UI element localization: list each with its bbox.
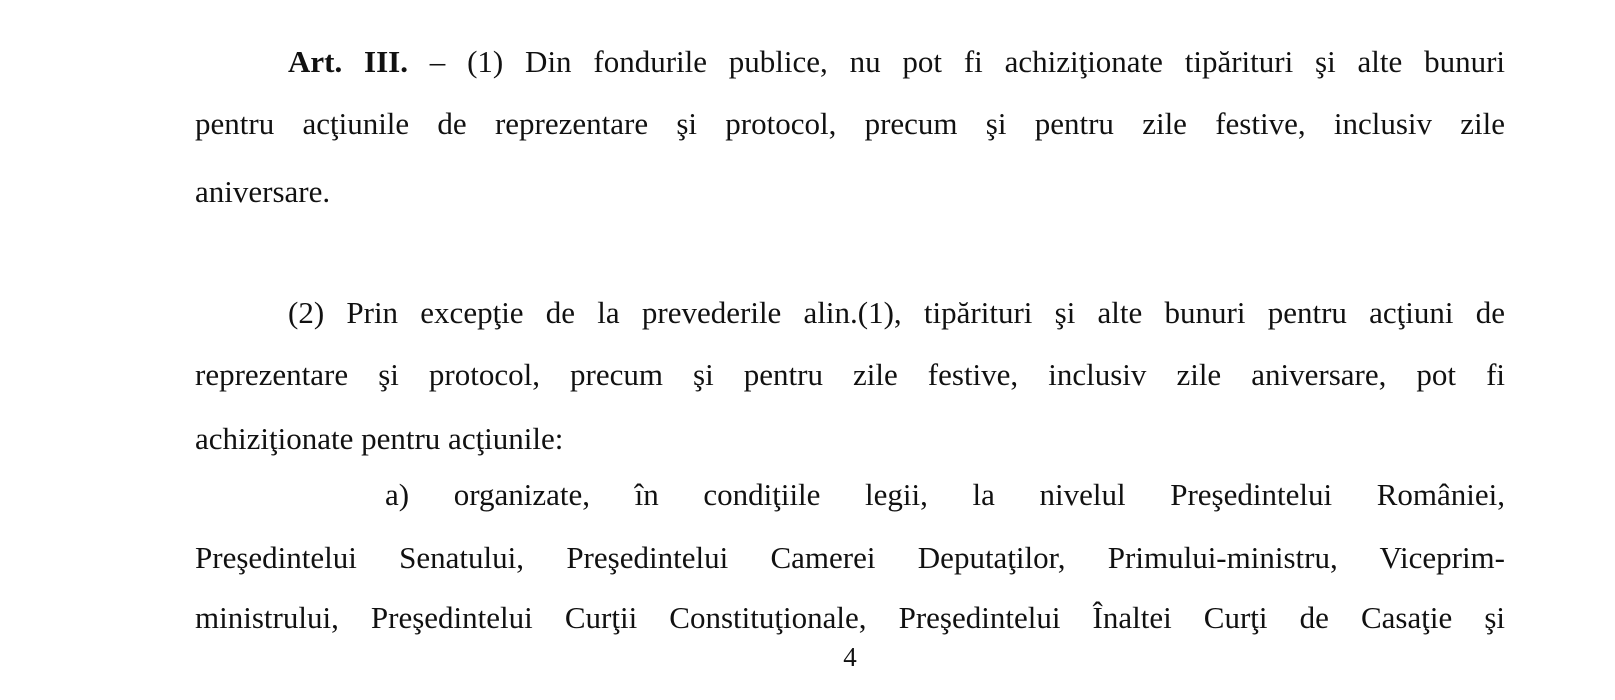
item-a-line-3: ministrului, Preşedintelui Curţii Constituţionale, Preşedintelui Înaltei Curţi de Casaţie şi (195, 600, 1505, 635)
item-a-line-2: Preşedintelui Senatului, Preşedintelui Camerei Deputaţilor, Primului-ministru, Viceprim- (195, 540, 1505, 575)
paragraph-1-line-1 (288, 42, 1505, 82)
item-a-line-1: a) organizate, în condiţiile legii, la nivelul Preşedintelui României, (385, 477, 1505, 512)
paragraph-2-line-2: reprezentare şi protocol, precum şi pentru zile festive, inclusiv zile aniversare, pot fi (195, 357, 1505, 392)
article-heading: Art. III. (288, 44, 408, 79)
paragraph-1-line-3: aniversare. (195, 174, 331, 209)
paragraph-2-line-1: (2) Prin excepţie de la prevederile alin.(1), tipărituri şi alte bunuri pentru acţiuni de (288, 295, 1505, 330)
paragraph-1-line-2: pentru acţiunile de reprezentare şi protocol, precum şi pentru zile festive, inclusiv zile (195, 106, 1505, 141)
page-number: 4 (843, 642, 857, 672)
paragraph-1-line-1-text: – (1) Din fondurile publice, nu pot fi achiziţionate tipărituri şi alte bunuri (429, 44, 1506, 79)
paragraph-2-line-3: achiziţionate pentru acţiunile: (195, 421, 564, 456)
